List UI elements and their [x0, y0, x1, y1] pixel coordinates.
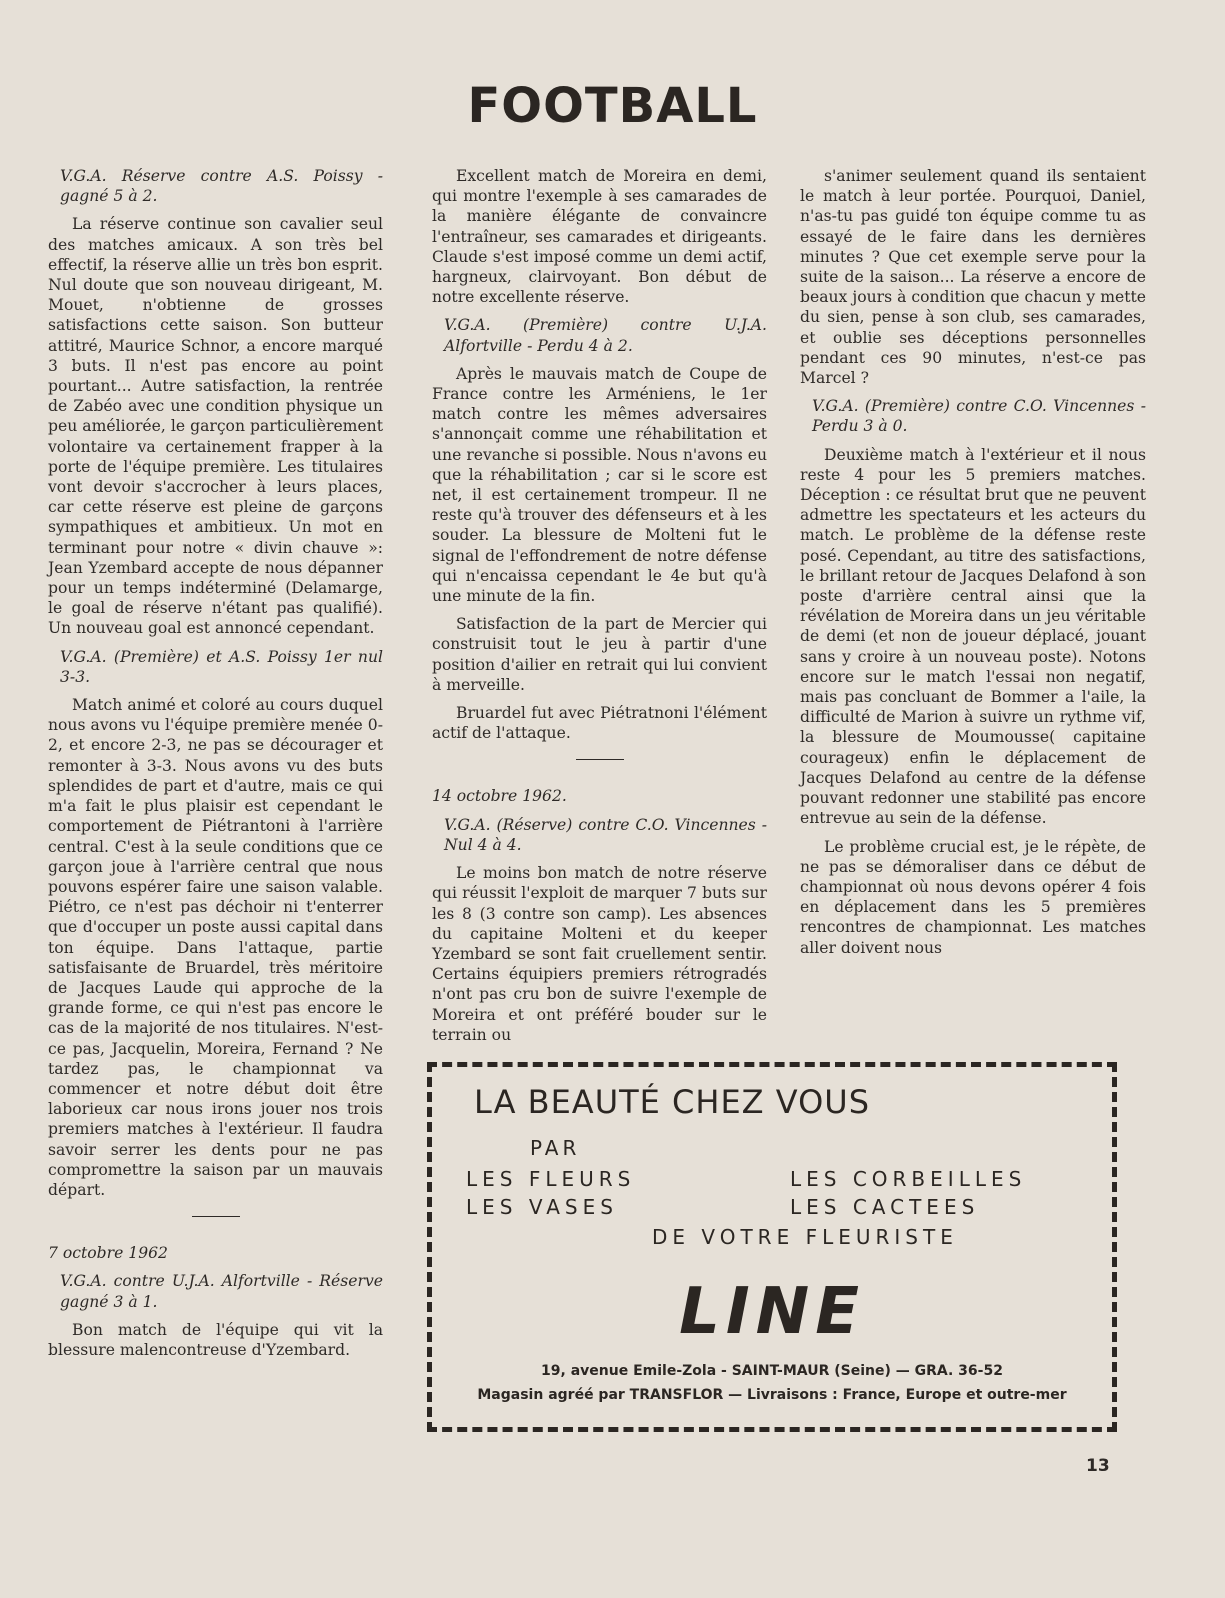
article-paragraph: Excellent match de Moreira en demi, qui montre l'exemple à ses camarades de la manière élégante de convaincre l'entraîneur, ses camarades et dirigeants. Claude s'est imposé comme un demi actif, hargneux, clairvoyant. Bon début de notre excellente réserve. [432, 167, 767, 307]
column-2 [432, 166, 767, 1053]
article-paragraph: Bruardel fut avec Piétratnoni l'élément actif de l'attaque. [432, 704, 767, 743]
ad-brand: LINE [679, 1275, 865, 1349]
match-heading: V.G.A. (Réserve) contre C.O. Vincennes - Nul 4 à 4. [444, 815, 767, 854]
article-paragraph: s'animer seulement quand ils sentaient le match à leur portée. Pourquoi, Daniel, n'as-tu pas guidé ton équipe comme tu as essayé de le faire dans les dernières minutes ? Que cet exemple serve pour la suite de la saison... La réserve a encore de beaux jours à condition que chacun y mette du sien, pense à son club, ses camarades, et oublie ses déceptions personnelles pendant ces 90 minutes, n'est-ce pas Marcel ? [800, 167, 1146, 388]
section-divider [192, 1216, 240, 1217]
ad-item: LES CORBEILLES [790, 1167, 1027, 1191]
article-paragraph: Après le mauvais match de Coupe de France contre les Arméniens, le 1er match contre les mêmes adversaires s'annonçait comme une réhabilitation et une revanche si possible. Nous n'avons eu que la réhabilitation ; car si le score est net, il est certainement trompeur. Il ne reste qu'à trouver des défenseurs et à les souder. La blessure de Molteni fut le signal de l'effondrement de notre défense qui n'encaissa cependant le 4e but qu'à une minute de la fin. [432, 364, 767, 606]
ad-item: LES CACTEES [790, 1195, 980, 1219]
ad-item: LES FLEURS [466, 1167, 636, 1191]
date-heading: 14 octobre 1962. [432, 787, 567, 806]
section-divider [576, 759, 624, 760]
article-paragraph: Le moins bon match de notre réserve qui réussit l'exploit de marquer 7 buts sur les 8 (3 contre son camp). Les absences du capitaine Molteni et du keeper Yzembard se sont fait cruellement sentir. Certains équipiers premiers rétrogradés n'ont pas cru bon de suivre l'exemple de Moreira et ont préféré bouder sur le terrain ou [432, 864, 767, 1044]
ad-headline: LA BEAUTÉ CHEZ VOUS [474, 1083, 871, 1121]
match-heading: V.G.A. Réserve contre A.S. Poissy - gagné 5 à 2. [60, 167, 383, 206]
article-paragraph: Deuxième match à l'extérieur et il nous reste 4 pour les 5 premiers matches. Déception : ce résultat brut que ne peuvent admettre les spectateurs et les acteurs du match. Le problème de la défense reste posé. Cependant, au titre des satisfactions, le brillant retour de Jacques Delafond à son poste d'arrière central ainsi que la révélation de Moreira dans un jeu véritable de demi (et non de joueur déplacé, jouant sans y croire à un nouveau poste). Notons encore sur le match l'essai non negatif, mais pas concluant de Bommer a l'aile, la difficulté de Marion à suivre un rythme vif, la blessure de Moumousse( capitaine courageux) enfin le déplacement de Jacques Delafond au centre de la défense pouvant redonner une stabilité pas encore entrevue au sein de la défense. [800, 445, 1146, 828]
ad-par: PAR [530, 1136, 581, 1160]
column-1 [48, 166, 383, 1368]
article-paragraph: Bon match de l'équipe qui vit la blessure malencontreuse d'Yzembard. [48, 1320, 383, 1359]
page-number: 13 [1086, 1456, 1110, 1476]
article-paragraph: La réserve continue son cavalier seul des matches amicaux. A son très bel effectif, la réserve allie un très bon esprit. Nul doute que son nouveau dirigeant, M. Mouet, n'obtienne de grosses satisfactions cette saison. Son butteur attitré, Maurice Schnor, a encore marqué 3 buts. Il n'est pas encore au point pourtant... Autre satisfaction, la rentrée de Zabéo avec une condition physique un peu améliorée, le garçon particulièrement volontaire va certainement frapper à la porte de l'équipe première. Les titulaires vont devoir s'accrocher à leurs places, car cette réserve est pleine de garçons sympathiques et ambitieux. Un mot en terminant pour notre « divin chauve »: Jean Yzembard accepte de nous dépanner pour un temps indéterminé (Delamarge, le goal de réserve n'étant pas qualifié). Un nouveau goal est annoncé cependant. [48, 215, 383, 638]
florist-advertisement [427, 1062, 1117, 1432]
match-heading: V.G.A. (Première) et A.S. Poissy 1er nul 3-3. [60, 647, 383, 686]
ad-item: DE VOTRE FLEURISTE [652, 1225, 958, 1249]
ad-address: 19, avenue Emile-Zola - SAINT-MAUR (Seine) — GRA. 36-52 [541, 1363, 1003, 1379]
match-heading: V.G.A. (Première) contre C.O. Vincennes - Perdu 3 à 0. [812, 397, 1146, 436]
ad-agree: Magasin agréé par TRANSFLOR — Livraisons : France, Europe et outre-mer [477, 1387, 1067, 1403]
ad-item: LES VASES [466, 1195, 618, 1219]
match-heading: V.G.A. (Première) contre U.J.A. Alfortville - Perdu 4 à 2. [444, 316, 767, 355]
match-heading: V.G.A. contre U.J.A. Alfortville - Réserve gagné 3 à 1. [60, 1272, 383, 1311]
date-heading: 7 octobre 1962 [48, 1244, 168, 1263]
page-title: FOOTBALL [467, 78, 758, 134]
article-paragraph: Match animé et coloré au cours duquel nous avons vu l'équipe première menée 0-2, et encore 2-3, ne pas se décourager et remonter à 3-3. Nous avons vu des buts splendides de part et d'autre, mais ce qui m'a fait le plus plaisir est cependant le comportement de Piétrantoni à l'arrière central. C'est à la seule conditions que ce garçon joue à l'arrière central que nous pouvons espérer faire une saison valable. Piétro, ce n'est pas déchoir ni t'enterrer que d'occuper un poste aussi capital dans ton équipe. Dans l'attaque, partie satisfaisante de Bruardel, très méritoire de Jacques Laude qui approche de la grande forme, ce qui n'est pas encore le cas de la majorité de nos titulaires. N'est-ce pas, Jacquelin, Moreira, Fernand ? Ne tardez pas, le championnat va commencer et notre début doit être laborieux car nous irons jouer nos trois premiers matches à l'extérieur. Il faudra savoir serrer les dents pour ne pas compromettre la saison par un mauvais départ. [48, 696, 383, 1199]
article-paragraph: Le problème crucial est, je le répète, de ne pas se démoraliser dans ce début de championnat où nous devons opérer 4 fois en déplacement dans les 5 premières rencontres de championnat. Les matches aller doivent nous [800, 837, 1146, 957]
column-3 [800, 166, 1146, 966]
article-paragraph: Satisfaction de la part de Mercier qui construisit tout le jeu à partir d'une position d'ailier en retrait qui lui convient à merveille. [432, 615, 767, 694]
